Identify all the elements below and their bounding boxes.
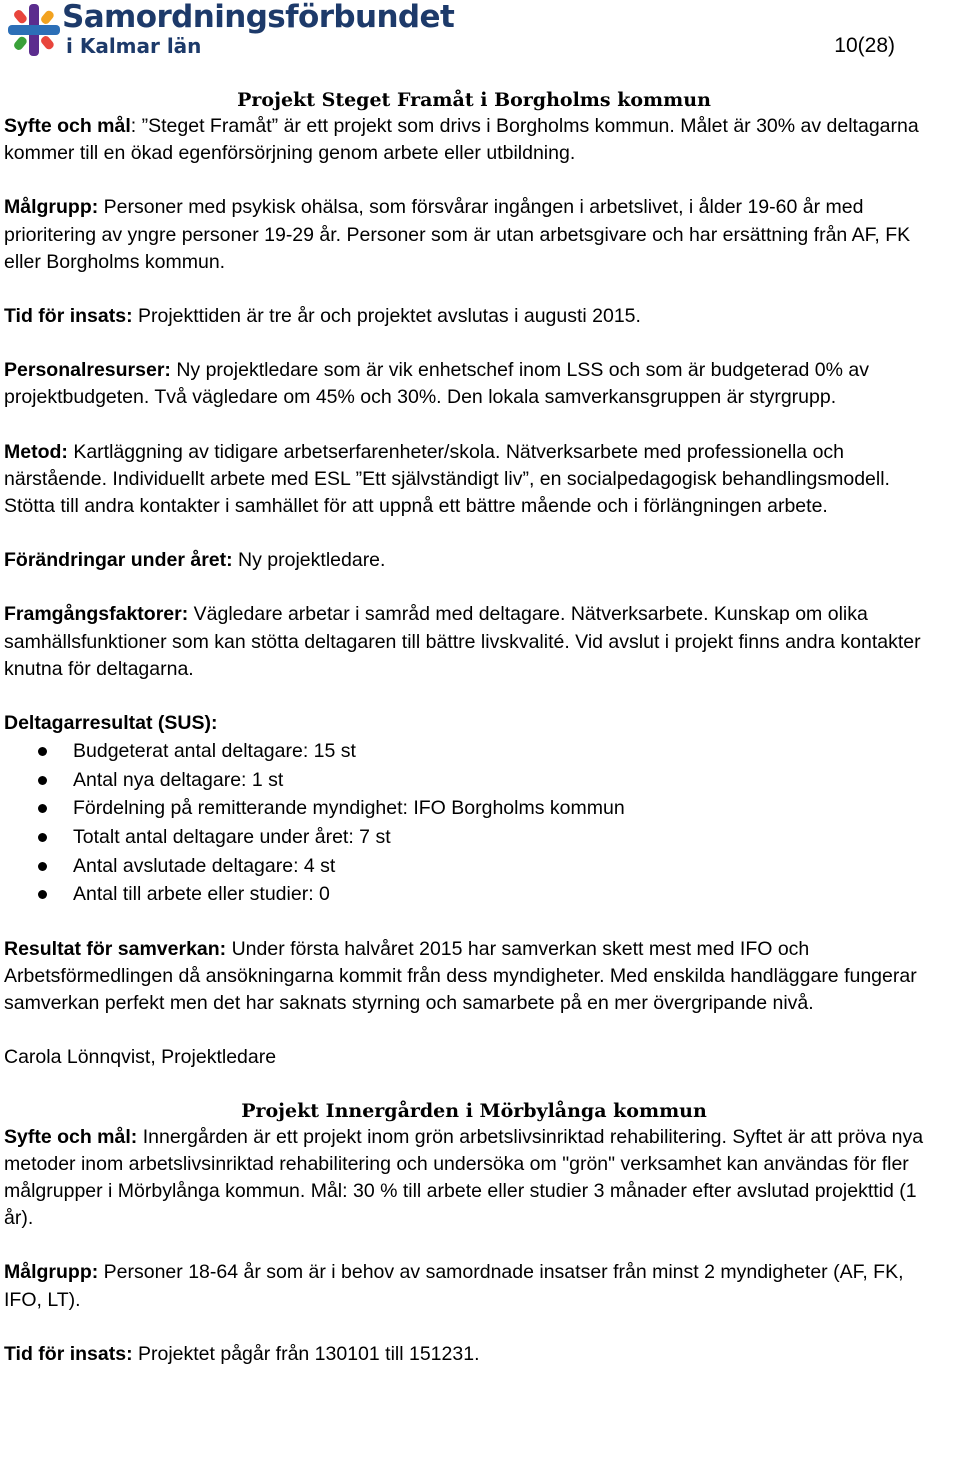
malgrupp-paragraph — [4, 194, 944, 276]
personal-label: Personalresurser: — [4, 359, 171, 382]
organization-subtitle: i Kalmar län — [66, 34, 202, 58]
malgrupp-paragraph — [4, 1259, 944, 1313]
bullet-icon — [38, 747, 47, 756]
personal-paragraph — [4, 357, 944, 411]
list-item — [4, 880, 944, 909]
framgang-text: Vägledare arbetar i samråd med deltagare. Nätverksarbete. Kunskap om olika samhällsfunktioner som kan stötta deltagaren till bättre livskvalité. Vid avslut i projekt finns andra kontakter knutna för deltagarna. — [4, 603, 921, 680]
bullet-icon — [38, 890, 47, 899]
tid-paragraph — [4, 1341, 944, 1368]
tid-label: Tid för insats: — [4, 1342, 133, 1365]
metod-label: Metod: — [4, 440, 68, 463]
list-item-text: Antal till arbete eller studier: 0 — [73, 883, 330, 906]
syfte-text: : ”Steget Framåt” är ett projekt som drivs i Borgholms kommun. Målet är 30% av deltagarna kommer till en ökad egenförsörjning genom arbete eller utbildning. — [4, 115, 919, 165]
list-item — [4, 766, 944, 795]
syfte-paragraph — [4, 1124, 944, 1233]
samordningsforbundet-logo-icon — [6, 2, 62, 58]
tid-paragraph — [4, 303, 944, 330]
syfte-paragraph — [4, 113, 944, 167]
tid-text: Projektet pågår från 130101 till 151231. — [132, 1342, 480, 1365]
syfte-label: Syfte och mål — [4, 115, 131, 137]
list-item-text: Totalt antal deltagare under året: 7 st — [73, 826, 391, 849]
bullet-icon — [38, 833, 47, 842]
bullet-icon — [38, 804, 47, 813]
list-item-text: Antal avslutade deltagare: 4 st — [73, 854, 336, 877]
section-steget-framat — [4, 87, 944, 1072]
page-header — [0, 0, 960, 80]
malgrupp-text: Personer med psykisk ohälsa, som försvårar ingången i arbetslivet, i ålder 19-60 år med prioritering av yngre personer 19-29 år. Personer som är utan arbetsgivare och har ersättning från AF, FK eller Borgholms kommun. — [4, 196, 911, 273]
metod-text: Kartläggning av tidigare arbetserfarenheter/skola. Nätverksarbete med professionella och närstående. Individuellt arbete med ESL ”Ett självständigt liv”, en socialpedagogisk behandlingsmodell. Stötta till andra kontakter i samhället för att uppnå ett bättre mående och i förlängningen arbete. — [4, 440, 890, 518]
malgrupp-text: Personer 18-64 år som är i behov av samordnade insatser från minst 2 myndigheter (AF, FK, IFO, LT). — [4, 1261, 904, 1311]
section-title: Projekt Innergården i Mörbylånga kommun — [241, 1099, 707, 1122]
document-body — [4, 87, 944, 1368]
metod-paragraph — [4, 439, 944, 521]
framgang-paragraph — [4, 601, 944, 683]
resultat-paragraph — [4, 936, 944, 1018]
forandringar-paragraph — [4, 547, 944, 574]
section-title: Projekt Steget Framåt i Borgholms kommun — [237, 89, 711, 111]
forandringar-text: Ny projektledare. — [232, 549, 386, 572]
tid-text: Projekttiden är tre år och projektet avslutas i augusti 2015. — [132, 305, 641, 328]
list-item — [4, 794, 944, 823]
deltagar-list — [4, 737, 944, 909]
resultat-text: Under första halvåret 2015 har samverkan skett mest med IFO och Arbetsförmedlingen då ansökningarna kommit från dess myndigheter. Med enskilda handläggare fungerar samverkan perfekt men det har saknats styrning och samarbete på en mer övergripande nivå. — [4, 937, 917, 1015]
list-item-text: Antal nya deltagare: 1 st — [73, 768, 284, 791]
organization-name: Samordningsförbundet — [62, 0, 455, 35]
list-item — [4, 852, 944, 881]
framgang-label: Framgångsfaktorer: — [4, 603, 189, 626]
page-number: 10(28) — [834, 34, 895, 57]
forandringar-label: Förändringar under året: — [4, 549, 233, 572]
syfte-label: Syfte och mål: — [4, 1125, 138, 1148]
signature: Carola Lönnqvist, Projektledare — [4, 1046, 277, 1069]
syfte-text: Innergården är ett projekt inom grön arbetslivsinriktad rehabilitering. Syftet är att pröva nya metoder inom arbetslivsinriktad rehabilitering och undersöka om "grön" verksamhet kan användas för fler målgrupper i Mörbylånga kommun. Mål: 30 % till arbete eller studier 3 månader efter avslutad projekttid (1 år). — [4, 1125, 924, 1230]
tid-label: Tid för insats: — [4, 305, 133, 328]
bullet-icon — [38, 776, 47, 785]
bullet-icon — [38, 862, 47, 871]
resultat-label: Resultat för samverkan: — [4, 937, 227, 960]
list-item — [4, 737, 944, 766]
personal-text: Ny projektledare som är vik enhetschef inom LSS och som är budgeterad 0% av projektbudgeten. Två vägledare om 45% och 30%. Den lokala samverkansgruppen är styrgrupp. — [4, 359, 869, 409]
deltagar-heading: Deltagarresultat (SUS): — [4, 712, 218, 735]
malgrupp-label: Målgrupp: — [4, 1261, 99, 1284]
malgrupp-label: Målgrupp: — [4, 196, 99, 219]
list-item-text: Fördelning på remitterande myndighet: IFO Borgholms kommun — [73, 797, 625, 820]
list-item — [4, 823, 944, 852]
list-item-text: Budgeterat antal deltagare: 15 st — [73, 740, 356, 763]
section-innergarden — [4, 1098, 944, 1368]
